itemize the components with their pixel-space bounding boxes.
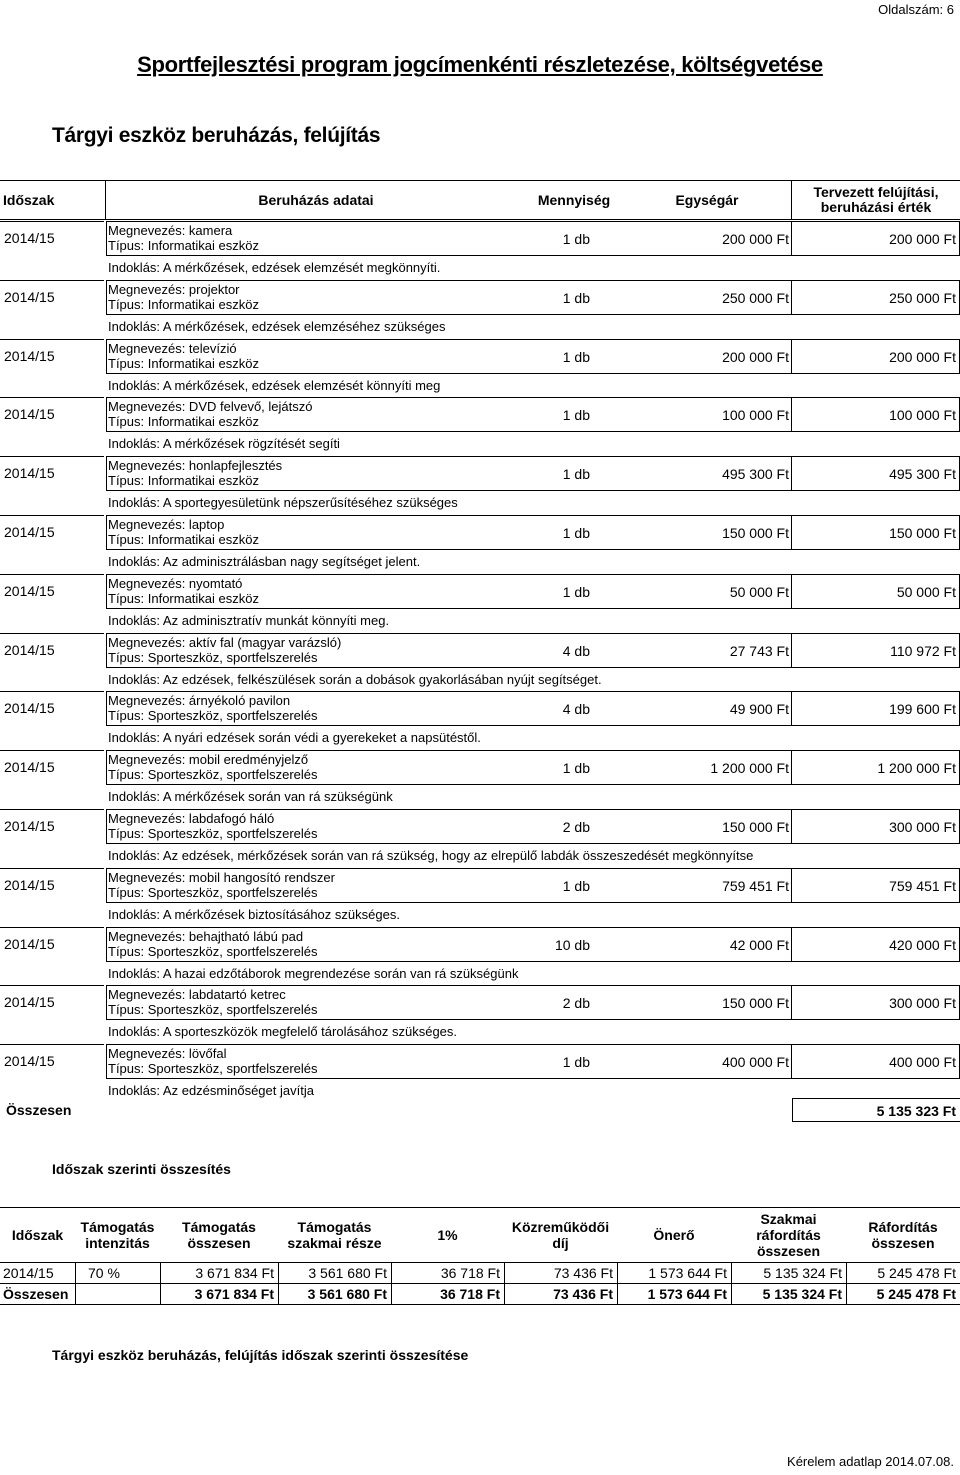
row-period: 2014/15 — [4, 230, 55, 246]
row-period: 2014/15 — [4, 465, 55, 482]
row-period: 2014/15 — [4, 759, 55, 776]
summary-cell: 73 436 Ft — [504, 1263, 617, 1283]
header-quantity: Mennyiség — [537, 192, 611, 208]
row-period: 2014/15 — [4, 876, 55, 893]
table-row — [0, 396, 960, 455]
row-name: Megnevezés: labdafogó háló — [108, 810, 275, 826]
row-reason: Indoklás: Az adminisztrálásban nagy segítséget jelent. — [108, 553, 421, 569]
row-name: Megnevezés: labdatartó ketrec — [108, 987, 286, 1003]
table-row — [0, 690, 960, 749]
row-reason: Indoklás: A mérkőzések biztosításához szükséges. — [108, 906, 400, 922]
summary-table-header — [0, 1207, 960, 1263]
row-total: 150 000 Ft — [889, 524, 956, 541]
row-total: 300 000 Ft — [889, 995, 956, 1012]
row-quantity: 1 db — [562, 407, 590, 424]
summary-title: Időszak szerinti összesítés — [52, 1161, 231, 1177]
row-quantity: 10 db — [554, 936, 590, 953]
investment-sum-row — [0, 1098, 960, 1122]
investment-rows — [0, 220, 960, 1102]
row-name: Megnevezés: televízió — [108, 340, 237, 356]
row-period: 2014/15 — [4, 288, 55, 305]
row-name: Megnevezés: mobil hangosító rendszer — [108, 869, 335, 885]
row-reason: Indoklás: Az adminisztratív munkát könnyíti meg. — [108, 612, 390, 628]
row-quantity: 2 db — [562, 995, 590, 1012]
row-reason: Indoklás: A nyári edzések során védi a gyerekeket a napsütéstől. — [108, 730, 481, 746]
summary-cell — [75, 1284, 160, 1304]
row-unit-price: 150 000 Ft — [722, 524, 789, 541]
table-row — [0, 514, 960, 573]
row-total: 50 000 Ft — [896, 583, 956, 600]
summary-header-cell: Önerő — [653, 1227, 695, 1243]
row-unit-price: 400 000 Ft — [722, 1054, 789, 1071]
summary-cell: 5 135 324 Ft — [731, 1263, 846, 1283]
summary-cell: 3 561 680 Ft — [278, 1284, 391, 1304]
row-total: 200 000 Ft — [889, 348, 956, 365]
row-name: Megnevezés: árnyékoló pavilon — [108, 693, 291, 709]
row-type: Típus: Informatikai eszköz — [108, 355, 259, 371]
summary-header-cell: Támogatás intenzitás — [80, 1219, 155, 1251]
summary-cell: 1 573 644 Ft — [617, 1284, 731, 1304]
row-unit-price: 27 743 Ft — [729, 642, 789, 659]
table-row — [0, 926, 960, 985]
table-row — [0, 984, 960, 1043]
table-row — [0, 220, 960, 279]
row-type: Típus: Informatikai eszköz — [108, 296, 259, 312]
row-period: 2014/15 — [4, 700, 55, 717]
row-reason: Indoklás: A mérkőzések során van rá szükségünk — [108, 789, 393, 805]
row-type: Típus: Sporteszköz, sportfelszerelés — [108, 708, 318, 724]
row-quantity: 1 db — [562, 524, 590, 541]
row-unit-price: 200 000 Ft — [722, 231, 789, 247]
row-type: Típus: Sporteszköz, sportfelszerelés — [108, 825, 318, 841]
row-unit-price: 759 451 Ft — [722, 877, 789, 894]
row-quantity: 1 db — [562, 877, 590, 894]
summary-cell: 36 718 Ft — [391, 1263, 504, 1283]
row-total: 199 600 Ft — [889, 701, 956, 718]
summary-header-cell: Szakmai ráfordítás összesen — [756, 1211, 821, 1259]
sum-value: 5 135 323 Ft — [792, 1098, 960, 1122]
row-unit-price: 200 000 Ft — [722, 348, 789, 365]
row-type: Típus: Sporteszköz, sportfelszerelés — [108, 1061, 318, 1077]
summary-header-cell: 1% — [437, 1227, 458, 1243]
row-type: Típus: Sporteszköz, sportfelszerelés — [108, 1002, 318, 1018]
footer-title: Tárgyi eszköz beruházás, felújítás időszak szerinti összesítése — [52, 1347, 469, 1363]
row-type: Típus: Informatikai eszköz — [108, 531, 259, 547]
row-total: 1 200 000 Ft — [877, 760, 956, 777]
row-period: 2014/15 — [4, 994, 55, 1011]
summary-cell: 3 671 834 Ft — [160, 1284, 278, 1304]
row-unit-price: 42 000 Ft — [729, 936, 789, 953]
row-reason: Indoklás: A mérkőzések rögzítését segíti — [108, 436, 340, 452]
row-quantity: 1 db — [562, 466, 590, 483]
investment-table — [0, 180, 960, 1102]
table-row — [0, 279, 960, 338]
row-total: 495 300 Ft — [889, 466, 956, 483]
row-reason: Indoklás: A mérkőzések, edzések elemzését megkönnyíti. — [108, 260, 441, 275]
summary-cell: 1 573 644 Ft — [617, 1263, 731, 1283]
row-unit-price: 50 000 Ft — [729, 583, 789, 600]
row-name: Megnevezés: aktív fal (magyar varázsló) — [108, 634, 342, 650]
row-reason: Indoklás: Az edzésminőséget javítja — [108, 1083, 314, 1099]
table-row — [0, 632, 960, 691]
row-unit-price: 150 000 Ft — [722, 995, 789, 1012]
summary-cell: Összesen — [3, 1286, 69, 1302]
table-row — [0, 867, 960, 926]
table-row — [0, 1043, 960, 1102]
row-total: 100 000 Ft — [889, 407, 956, 424]
row-quantity: 4 db — [562, 642, 590, 659]
row-reason: Indoklás: Az edzések, felkészülések során a dobások gyakorlásában nyújt segítséget. — [108, 671, 602, 687]
main-title: Sportfejlesztési program jogcímenkénti részletezése, költségvetése — [137, 52, 823, 77]
summary-header-cell: Ráfordítás összesen — [868, 1219, 938, 1251]
row-period: 2014/15 — [4, 582, 55, 599]
table-row — [0, 338, 960, 397]
row-unit-price: 100 000 Ft — [722, 407, 789, 424]
row-type: Típus: Informatikai eszköz — [108, 238, 259, 253]
row-unit-price: 495 300 Ft — [722, 466, 789, 483]
page-number: Oldalszám: 6 — [878, 2, 954, 17]
row-unit-price: 250 000 Ft — [722, 289, 789, 306]
summary-header-cell: Közreműködői díj — [511, 1219, 610, 1251]
row-name: Megnevezés: DVD felvevő, lejátszó — [108, 399, 313, 415]
row-name: Megnevezés: laptop — [108, 516, 225, 532]
table-row — [0, 573, 960, 632]
summary-cell: 5 135 324 Ft — [731, 1284, 846, 1304]
row-total: 200 000 Ft — [889, 231, 956, 247]
section-title: Tárgyi eszköz beruházás, felújítás — [52, 124, 381, 147]
summary-rows — [0, 1263, 960, 1305]
row-reason: Indoklás: A mérkőzések, edzések elemzését könnyíti meg — [108, 377, 441, 393]
row-reason: Indoklás: Az edzések, mérkőzések során van rá szükség, hogy az elrepülő labdák összeszedését megkönnyítse — [108, 847, 754, 863]
summary-cell: 5 245 478 Ft — [846, 1284, 960, 1304]
row-quantity: 1 db — [562, 348, 590, 365]
row-type: Típus: Sporteszköz, sportfelszerelés — [108, 943, 318, 959]
row-total: 400 000 Ft — [889, 1054, 956, 1071]
row-period: 2014/15 — [4, 817, 55, 834]
header-total: Tervezett felújítási, beruházási érték — [813, 184, 939, 215]
table-row — [0, 749, 960, 808]
row-reason: Indoklás: A mérkőzések, edzések elemzéséhez szükséges — [108, 318, 446, 334]
summary-row — [0, 1284, 960, 1305]
row-period: 2014/15 — [4, 523, 55, 540]
header-data: Beruházás adatai — [258, 192, 374, 208]
sum-label: Összesen — [6, 1102, 72, 1118]
row-reason: Indoklás: A sporteszközök megfelelő tárolásához szükséges. — [108, 1024, 458, 1040]
row-quantity: 1 db — [562, 1054, 590, 1071]
row-quantity: 4 db — [562, 701, 590, 718]
row-total: 420 000 Ft — [889, 936, 956, 953]
summary-cell: 3 561 680 Ft — [278, 1263, 391, 1283]
row-name: Megnevezés: nyomtató — [108, 575, 243, 591]
summary-header-cell: Támogatás szakmai része — [287, 1219, 382, 1251]
row-quantity: 1 db — [562, 760, 590, 777]
table-row — [0, 455, 960, 514]
header-unit-price: Egységár — [675, 192, 739, 208]
row-type: Típus: Sporteszköz, sportfelszerelés — [108, 767, 318, 783]
row-reason: Indoklás: A sportegyesületünk népszerűsítéséhez szükséges — [108, 495, 458, 511]
row-quantity: 2 db — [562, 818, 590, 835]
row-unit-price: 150 000 Ft — [722, 818, 789, 835]
summary-header-cell: Időszak — [11, 1227, 64, 1243]
row-period: 2014/15 — [4, 641, 55, 658]
row-type: Típus: Sporteszköz, sportfelszerelés — [108, 649, 318, 665]
row-period: 2014/15 — [4, 1053, 55, 1070]
summary-cell: 36 718 Ft — [391, 1284, 504, 1304]
row-unit-price: 1 200 000 Ft — [710, 760, 789, 777]
footer-date: Kérelem adatlap 2014.07.08. — [787, 1454, 954, 1469]
row-unit-price: 49 900 Ft — [729, 701, 789, 718]
summary-cell: 3 671 834 Ft — [160, 1263, 278, 1283]
row-reason: Indoklás: A hazai edzőtáborok megrendezése során van rá szükségünk — [108, 965, 519, 981]
row-total: 250 000 Ft — [889, 289, 956, 306]
row-period: 2014/15 — [4, 347, 55, 364]
row-total: 110 972 Ft — [890, 642, 956, 659]
row-quantity: 1 db — [562, 289, 590, 306]
summary-header-cell: Támogatás összesen — [182, 1219, 256, 1251]
summary-cell: 5 245 478 Ft — [846, 1263, 960, 1283]
row-period: 2014/15 — [4, 935, 55, 952]
row-total: 300 000 Ft — [889, 818, 956, 835]
row-type: Típus: Informatikai eszköz — [108, 414, 259, 430]
summary-table — [0, 1207, 960, 1305]
row-quantity: 1 db — [562, 583, 590, 600]
row-name: Megnevezés: lövőfal — [108, 1046, 227, 1062]
summary-cell: 70 % — [75, 1263, 160, 1283]
row-name: Megnevezés: behajtható lábú pad — [108, 928, 304, 944]
summary-cell: 73 436 Ft — [504, 1284, 617, 1304]
investment-table-header — [0, 180, 960, 220]
summary-cell: 2014/15 — [3, 1265, 54, 1281]
summary-row — [0, 1263, 960, 1284]
header-period: Időszak — [3, 192, 55, 208]
row-period: 2014/15 — [4, 406, 55, 423]
row-name: Megnevezés: projektor — [108, 281, 240, 297]
row-type: Típus: Informatikai eszköz — [108, 473, 259, 489]
row-total: 759 451 Ft — [889, 877, 956, 894]
row-quantity: 1 db — [562, 231, 590, 247]
row-name: Megnevezés: honlapfejlesztés — [108, 458, 283, 474]
row-name: Megnevezés: mobil eredményjelző — [108, 752, 309, 768]
row-type: Típus: Sporteszköz, sportfelszerelés — [108, 884, 318, 900]
table-row — [0, 808, 960, 867]
row-type: Típus: Informatikai eszköz — [108, 590, 259, 606]
row-name: Megnevezés: kamera — [108, 223, 233, 238]
